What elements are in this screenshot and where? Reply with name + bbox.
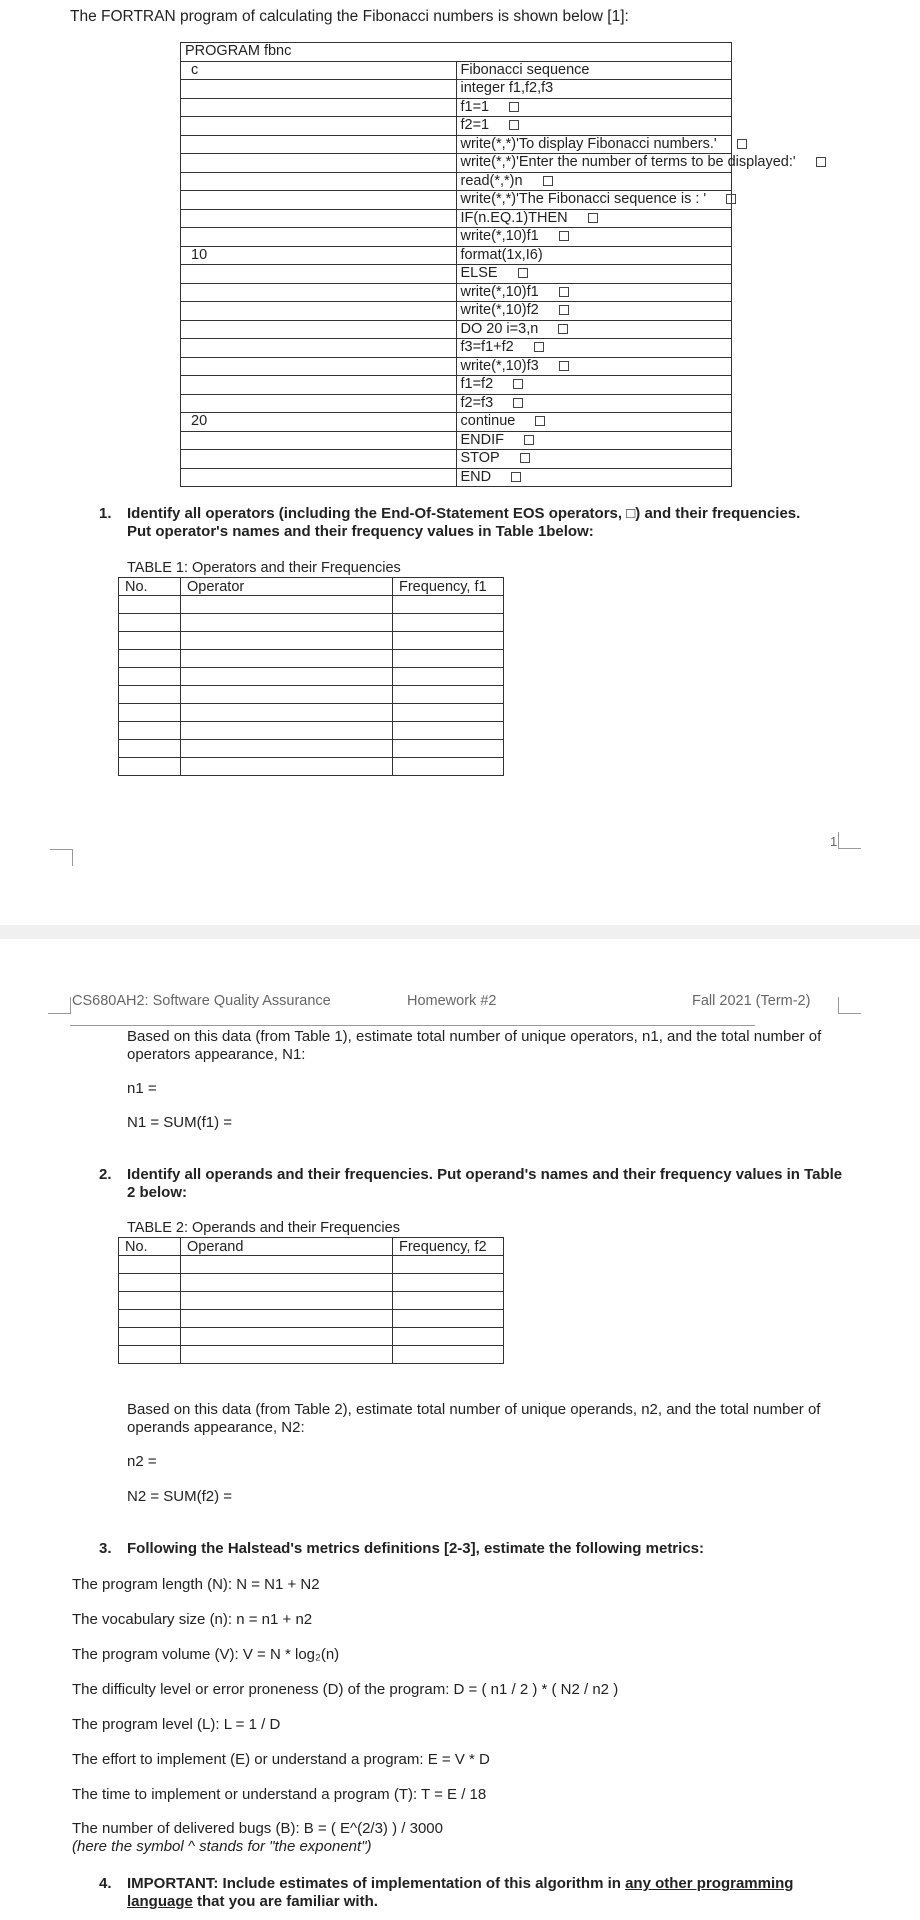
code-cell [456,61,732,80]
code-text: write(*,*)'The Fibonacci sequence is : ' [460,191,707,208]
metric-effort: The effort to implement (E) or understand a program: E = V * D [72,1751,490,1768]
page-corner-mark [48,997,71,1014]
code-cell [456,228,732,247]
program-row [181,376,732,395]
program-row [181,468,732,487]
table-1-header-frequency: Frequency, f1 [393,578,504,596]
question-2-text: Identify all operands and their frequencies. Put operand's names and their frequency values in Table 2 below: [127,1166,843,1201]
table-1-empty-row [119,650,504,668]
code-cell [456,450,732,469]
program-row [181,117,732,136]
table-1-empty-cell[interactable] [393,668,504,686]
N1-line: N1 = SUM(f1) = [127,1114,233,1131]
program-row [181,302,732,321]
statement-label [181,320,457,339]
statement-label [181,394,457,413]
program-header-row [181,43,732,62]
table-1-empty-row [119,722,504,740]
statement-label [181,431,457,450]
table-2-empty-cell[interactable] [181,1292,393,1310]
eos-operator-icon [518,268,528,278]
table-1-empty-cell[interactable] [393,722,504,740]
program-row [181,80,732,99]
table-1-caption: TABLE 1: Operators and their Frequencies [127,560,401,576]
table-2-empty-cell[interactable] [393,1256,504,1274]
page-corner-mark [50,849,73,866]
eos-operator-icon [513,398,523,408]
code-cell [456,98,732,117]
page-1 [0,0,920,925]
table-2-empty-cell[interactable] [393,1292,504,1310]
statement-label [181,339,457,358]
table-2-empty-cell[interactable] [181,1256,393,1274]
code-text: STOP [460,450,500,467]
program-header: PROGRAM fbnc [181,43,732,62]
code-cell [456,246,732,265]
table-1-empty-cell[interactable] [393,758,504,776]
metric-level: The program level (L): L = 1 / D [72,1716,281,1733]
code-text: f1=1 [460,98,490,115]
statement-label [181,98,457,117]
table-1-empty-cell[interactable] [181,596,393,614]
question-1-text: Identify all operators (including the End-Of-Statement EOS operators, □) and their frequencies. Put operator's names and their frequency values in Table 1below: [127,505,801,540]
table-1-empty-cell[interactable] [119,704,181,722]
statement-label [181,357,457,376]
eos-operator-icon [534,342,544,352]
code-cell [456,320,732,339]
program-row [181,283,732,302]
code-text: f2=1 [460,117,490,134]
statement-label: 20 [181,413,457,432]
table-2-empty-cell[interactable] [393,1274,504,1292]
N2-line: N2 = SUM(f2) = [127,1488,233,1505]
table-1-empty-cell[interactable] [181,722,393,740]
code-cell [456,117,732,136]
code-cell [456,283,732,302]
table-2-empty-cell[interactable] [393,1328,504,1346]
table-2-header [119,1238,504,1256]
table-1-empty-cell[interactable] [119,614,181,632]
table-1-empty-cell[interactable] [393,650,504,668]
question-4-prefix: IMPORTANT: Include estimates of implementation of this algorithm in [127,1875,626,1892]
program-row [181,394,732,413]
code-text: write(*,10)f1 [460,283,539,300]
table-1-empty-cell[interactable] [119,668,181,686]
statement-label [181,283,457,302]
question-2 [99,1166,847,1202]
intro-text: The FORTRAN program of calculating the Fibonacci numbers is shown below [1]: [70,8,629,25]
statement-label [181,191,457,210]
table-1-empty-cell[interactable] [119,722,181,740]
table-2-empty-cell[interactable] [181,1346,393,1364]
table-1-empty-cell[interactable] [393,614,504,632]
metric-bugs: The number of delivered bugs (B): B = ( E^(2/3) ) / 3000 [72,1820,443,1837]
code-text: f1=f2 [460,376,494,393]
table-1-empty-row [119,596,504,614]
table-1-empty-row [119,704,504,722]
eos-operator-icon [737,139,747,149]
table-1-empty-cell[interactable] [181,686,393,704]
statement-label [181,172,457,191]
program-row [181,431,732,450]
program-row [181,320,732,339]
statement-label: c [181,61,457,80]
metric-time: The time to implement or understand a program (T): T = E / 18 [72,1786,487,1803]
statement-label [181,117,457,136]
question-1-number: 1. [99,505,112,522]
code-text: ENDIF [460,431,504,448]
code-cell [456,172,732,191]
code-cell [456,339,732,358]
program-row [181,450,732,469]
statement-label [181,135,457,154]
eos-operator-icon [524,435,534,445]
page-corner-mark [838,832,861,849]
table-2-empty-row [119,1346,504,1364]
table-1-empty-cell[interactable] [181,650,393,668]
table-2-empty-row [119,1328,504,1346]
code-text: write(*,10)f3 [460,357,539,374]
eos-operator-icon [726,194,736,204]
code-cell [456,265,732,284]
table-1-empty-cell[interactable] [181,614,393,632]
statement-label [181,302,457,321]
code-text: integer f1,f2,f3 [460,80,554,97]
code-cell [456,413,732,432]
code-cell [456,376,732,395]
eos-operator-icon [535,416,545,426]
eos-operator-icon [509,120,519,130]
code-cell [456,135,732,154]
question-4-number: 4. [99,1875,112,1892]
table-2-empty-cell[interactable] [181,1274,393,1292]
question-3-text: Following the Halstead's metrics definitions [2-3], estimate the following metrics: [127,1540,704,1557]
program-row [181,61,732,80]
program-table [180,42,796,487]
table-1-empty-cell[interactable] [181,740,393,758]
program-row [181,209,732,228]
code-text: f2=f3 [460,394,494,411]
question-2-number: 2. [99,1166,112,1183]
statement-label [181,265,457,284]
code-cell [456,357,732,376]
code-text: f3=f1+f2 [460,339,514,356]
table-1-header [119,578,504,596]
table-1-empty-row [119,758,504,776]
eos-operator-icon [513,379,523,389]
table-1-empty-row [119,668,504,686]
metric-volume: The program volume (V): V = N * log₂(n) [72,1646,340,1663]
question-3 [99,1540,847,1558]
statement-label [181,228,457,247]
code-cell [456,80,732,99]
code-text: END [460,468,492,485]
n2-line: n2 = [127,1453,157,1470]
table-2-empty-cell[interactable] [393,1310,504,1328]
table-2-empty-cell[interactable] [119,1274,181,1292]
eos-operator-icon [588,213,598,223]
table-1-empty-cell[interactable] [181,758,393,776]
table-2-empty-cell[interactable] [393,1346,504,1364]
table-1-empty-cell[interactable] [119,596,181,614]
program-row [181,339,732,358]
table-2-header-operand: Operand [181,1238,393,1256]
table-1-empty-cell[interactable] [393,704,504,722]
table-1-empty-cell[interactable] [181,632,393,650]
table-1-header-no: No. [119,578,181,596]
table-1-empty-cell[interactable] [181,668,393,686]
program-row [181,191,732,210]
program-row [181,98,732,117]
statement-label [181,468,457,487]
operators-table [118,577,504,776]
metric-vocabulary: The vocabulary size (n): n = n1 + n2 [72,1611,313,1628]
code-cell [456,209,732,228]
program-row [181,154,732,173]
n1-line: n1 = [127,1080,157,1097]
question-4-suffix: that you are familiar with. [192,1893,378,1910]
eos-operator-icon [559,361,569,371]
table-1-empty-cell[interactable] [393,686,504,704]
table-1-empty-row [119,740,504,758]
code-text: read(*,*)n [460,172,523,189]
eos-operator-icon [559,305,569,315]
table-2-empty-row [119,1274,504,1292]
term-header: Fall 2021 (Term-2) [692,993,811,1009]
statement-label [181,450,457,469]
code-text: write(*,10)f2 [460,302,539,319]
table-2-empty-cell[interactable] [119,1256,181,1274]
eos-operator-icon [559,287,569,297]
code-cell [456,394,732,413]
table-1-empty-cell[interactable] [393,632,504,650]
eos-operator-icon [543,176,553,186]
program-row [181,135,732,154]
eos-operator-icon [816,157,826,167]
code-text: write(*,*)'Enter the number of terms to be displayed:' [460,154,796,171]
table-1-header-operator: Operator [181,578,393,596]
question-1 [99,505,807,541]
page-number: 1 [830,834,838,849]
operands-table [118,1237,504,1364]
metric-length: The program length (N): N = N1 + N2 [72,1576,320,1593]
eos-operator-icon [509,102,519,112]
table-2-empty-cell[interactable] [119,1346,181,1364]
program-row [181,246,732,265]
table-2-empty-cell[interactable] [181,1310,393,1328]
code-text: ELSE [460,265,498,282]
table-2-empty-cell[interactable] [119,1310,181,1328]
table-1-empty-cell[interactable] [393,596,504,614]
statement-label [181,209,457,228]
table-2-empty-cell[interactable] [119,1328,181,1346]
eos-operator-icon [558,324,568,334]
question-3-number: 3. [99,1540,112,1557]
question-4 [99,1875,847,1911]
code-text: format(1x,I6) [460,246,543,263]
code-cell [456,154,796,173]
table-1-empty-row [119,686,504,704]
table-2-empty-row [119,1310,504,1328]
program-row [181,228,732,247]
estimate-n2-text: Based on this data (from Table 2), estimate total number of unique operands, n2, and the total number of operands appearance, N2: [127,1401,821,1436]
table-1-empty-cell[interactable] [393,740,504,758]
code-text: continue [460,413,516,430]
eos-operator-icon [511,472,521,482]
program-row [181,265,732,284]
statement-label: 10 [181,246,457,265]
homework-header: Homework #2 [407,993,497,1009]
table-1-empty-row [119,632,504,650]
code-cell [456,302,732,321]
code-cell [456,431,732,450]
table-2-caption: TABLE 2: Operands and their Frequencies [127,1220,400,1236]
table-1-empty-cell[interactable] [119,740,181,758]
header-rule [70,1025,755,1026]
code-text: Fibonacci sequence [460,61,590,78]
table-1-empty-cell[interactable] [119,686,181,704]
page-corner-mark [838,997,861,1014]
table-2-empty-row [119,1292,504,1310]
eos-operator-icon [520,453,530,463]
table-2-header-frequency: Frequency, f2 [393,1238,504,1256]
eos-operator-icon [559,231,569,241]
program-row [181,172,732,191]
table-1-empty-cell[interactable] [119,632,181,650]
page-2 [0,939,920,1920]
statement-label [181,80,457,99]
metric-note: (here the symbol ^ stands for "the exponent") [72,1838,372,1855]
code-cell [456,191,732,210]
program-row [181,357,732,376]
table-1-empty-cell[interactable] [119,650,181,668]
course-header: CS680AH2: Software Quality Assurance [72,993,331,1009]
program-row [181,413,732,432]
table-2-empty-cell[interactable] [181,1328,393,1346]
question-4-underlined: any other programming language [127,1875,794,1910]
statement-label [181,376,457,395]
code-cell [456,468,732,487]
table-1-empty-row [119,614,504,632]
table-2-header-no: No. [119,1238,181,1256]
statement-label [181,154,457,173]
table-2-empty-cell[interactable] [119,1292,181,1310]
metric-difficulty: The difficulty level or error proneness (D) of the program: D = ( n1 / 2 ) * ( N2 / n2 ) [72,1681,619,1698]
table-1-empty-cell[interactable] [119,758,181,776]
code-text: IF(n.EQ.1)THEN [460,209,568,226]
estimate-n1-text: Based on this data (from Table 1), estimate total number of unique operators, n1, and the total number of operators appearance, N1: [127,1028,822,1063]
code-text: DO 20 i=3,n [460,320,539,337]
code-text: write(*,10)f1 [460,228,539,245]
table-2-empty-row [119,1256,504,1274]
table-1-empty-cell[interactable] [181,704,393,722]
code-text: write(*,*)'To display Fibonacci numbers.' [460,135,717,152]
